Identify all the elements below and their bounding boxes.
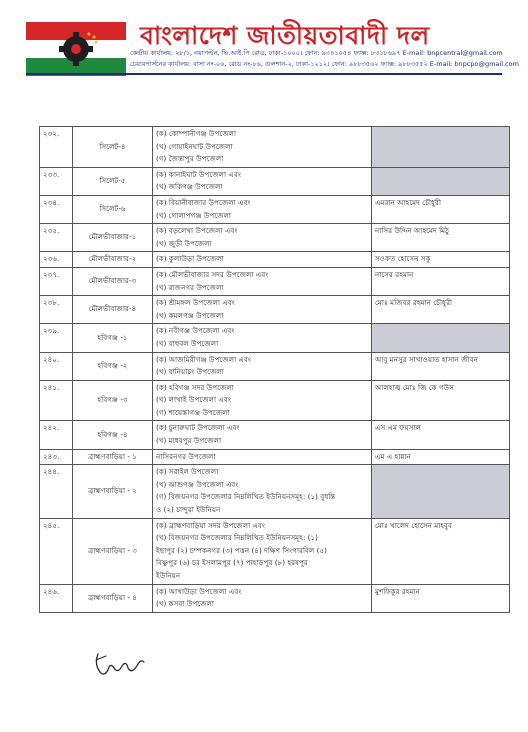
candidate-name: এমরান আহমেদ চৌধুরী	[372, 195, 510, 223]
header-divider	[26, 73, 502, 75]
chairperson-office-address: চেয়ারপার্সনের কার্যালয়: বাসা নং-০৬, রোড নং-৮৬, গুলশান-২, ঢাকা-১২১২। ফোন: ৯৮৮৩৫৬২ ফ্যাক্স: ৯৮৮৩৫৫২ E-mail: bnpcpo@gmail.com	[130, 60, 519, 68]
area-line: (ক) শ্রীমঙ্গল উপজেলা এবং	[156, 298, 235, 308]
table-row	[40, 584, 510, 612]
constituency-areas	[153, 421, 372, 449]
area-line: (ক) সরাইল উপজেলা	[156, 467, 219, 477]
constituency-name: ব্রাহ্মণবাড়িয়া - ২	[73, 465, 153, 518]
seat-number: ২৩২.	[40, 127, 73, 168]
constituency-areas	[153, 352, 372, 380]
constituency-name: ব্রাহ্মণবাড়িয়া - ১	[73, 449, 153, 465]
constituency-areas	[153, 465, 372, 518]
candidate-name: মুশফিকুর রহমান	[372, 584, 510, 612]
table-row	[40, 465, 510, 518]
area-line: (খ) বিজয়নগর উপজেলার নিম্নলিখিত ইউনিয়নসমূহ: (১)	[156, 533, 318, 543]
area-line: (খ) জুড়ী উপজেলা	[156, 238, 212, 248]
constituency-name: মৌলভীবাজার-১	[73, 224, 153, 252]
area-line: নাসিরনগর উপজেলা	[156, 451, 216, 461]
constituency-table	[39, 126, 510, 613]
table-row	[40, 296, 510, 324]
seat-number: ২৩৮.	[40, 296, 73, 324]
area-line: (খ) রাজনগর উপজেলা	[156, 282, 224, 292]
party-flag-logo	[26, 22, 126, 76]
candidate-name: মোঃ মজিবর রহমান চৌধুরী	[372, 296, 510, 324]
candidate-name	[372, 465, 510, 518]
area-line: (ক) বড়লেখা উপজেলা এবং	[156, 226, 238, 236]
organization-name: বাংলাদেশ জাতীয়তাবাদী দল	[140, 21, 430, 50]
constituency-name: মৌলভীবাজার-৩	[73, 267, 153, 295]
area-line: (খ) জকিগঞ্জ উপজেলা	[156, 182, 223, 192]
seat-number: ২৪২.	[40, 421, 73, 449]
seat-number: ২৩৬.	[40, 252, 73, 268]
constituency-name: মৌলভীবাজার-৪	[73, 296, 153, 324]
constituency-areas	[153, 518, 372, 584]
area-line: ইউনিয়ন	[156, 571, 181, 580]
constituency-name: হবিগঞ্জ -২	[73, 352, 153, 380]
area-line: (ক) চুনারুঘাট উপজেলা এবং	[156, 423, 240, 433]
area-line: (ক) আজমিরীগঞ্জ উপজেলা এবং	[156, 354, 252, 364]
area-line: (ক) কানাইঘাট উপজেলা এবং	[156, 169, 241, 179]
letterhead	[26, 14, 519, 72]
area-line: (ক) ব্রাহ্মণবাড়িয়া সদর উপজেলা এবং	[156, 520, 266, 530]
table-row	[40, 518, 510, 584]
handwritten-signature	[92, 650, 148, 680]
table-row	[40, 195, 510, 223]
area-line: (ক) কোম্পানীগঞ্জ উপজেলা	[156, 129, 237, 138]
area-line: (ক) মৌলভীবাজার সদর উপজেলা এবং	[156, 269, 269, 279]
table-row	[40, 252, 510, 268]
constituency-areas	[153, 324, 372, 352]
constituency-name: হবিগঞ্জ -৪	[73, 421, 153, 449]
table-row	[40, 224, 510, 252]
constituency-name: মৌলভীবাজার-২	[73, 252, 153, 268]
seat-number: ২৩৩.	[40, 167, 73, 195]
candidate-name	[372, 324, 510, 352]
candidate-name: নাসের রহমান	[372, 267, 510, 295]
area-line: (ক) কুলাউড়া উপজেলা	[156, 254, 224, 264]
seat-number: ২৪০.	[40, 352, 73, 380]
area-line: (খ) আশুগঞ্জ উপজেলা এবং	[156, 479, 239, 489]
table-row	[40, 449, 510, 465]
gear-emblem-icon	[26, 22, 126, 76]
constituency-areas	[153, 267, 372, 295]
constituency-name: ব্রাহ্মণবাড়িয়া - ৩	[73, 518, 153, 584]
area-line: (গ) জৈন্তাপুর উপজেলা	[156, 154, 224, 164]
candidate-name: সওকত হোসেন সকু	[372, 252, 510, 268]
constituency-areas	[153, 195, 372, 223]
seat-number: ২৪৩.	[40, 449, 73, 465]
constituency-areas	[153, 127, 372, 168]
constituency-name: ব্রাহ্মণবাড়িয়া - ৪	[73, 584, 153, 612]
candidate-name	[372, 127, 510, 168]
seat-number: ২৩৭.	[40, 267, 73, 295]
seat-number: ২৪১.	[40, 380, 73, 421]
area-line: (খ) বাহুবল উপজেলা	[156, 338, 219, 348]
candidate-name	[372, 167, 510, 195]
area-line: (খ) কমলগঞ্জ উপজেলা	[156, 310, 224, 320]
table-row	[40, 421, 510, 449]
area-line: (খ) কসবা উপজেলা	[156, 599, 214, 609]
candidate-name: নাসির উদ্দিন আহমেদ মিঠু	[372, 224, 510, 252]
constituency-name: সিলেট-৫	[73, 167, 153, 195]
area-line: ইছাপুর (২) চম্পকনগর (৩) পত্তন (৪) দক্ষিণ সিংগারবিল (৫)	[156, 545, 327, 555]
area-line: (গ) শায়েস্তাগঞ্জ উপজেলা	[156, 407, 230, 417]
area-line: (ক) হবিগঞ্জ সদর উপজেলা	[156, 382, 234, 392]
area-line: (খ) বানিয়াচং উপজেলা	[156, 367, 224, 377]
seat-number: ২৩৪.	[40, 195, 73, 223]
constituency-areas	[153, 584, 372, 612]
area-line: (ক) নবীগঞ্জ উপজেলা এবং	[156, 326, 235, 336]
constituency-name: হবিগঞ্জ -৩	[73, 380, 153, 421]
area-line: বিষ্ণুপুর (৬) চর ইসলামপুর (৭) পাহাড়পুর (৮) হরষপুর	[156, 558, 308, 568]
candidate-name: আবু মনসুর সাখাওয়াত হাসান জীবন	[372, 352, 510, 380]
table-row	[40, 167, 510, 195]
seat-number: ২৩৯.	[40, 324, 73, 352]
constituency-areas	[153, 296, 372, 324]
seat-number: ২৪৫.	[40, 518, 73, 584]
constituency-name: সিলেট-৬	[73, 195, 153, 223]
seat-number: ২৪৪.	[40, 465, 73, 518]
constituency-name: হবিগঞ্জ -১	[73, 324, 153, 352]
area-line: (খ) মাধবপুর উপজেলা	[156, 436, 222, 446]
constituency-areas	[153, 167, 372, 195]
constituency-areas	[153, 252, 372, 268]
area-line: (ক) বিয়ানীবাজার উপজেলা এবং	[156, 197, 251, 207]
seat-number: ২৩৫.	[40, 224, 73, 252]
table-row	[40, 380, 510, 421]
candidate-name: আলহাজ্ব মোঃ জি কে গউস	[372, 380, 510, 421]
constituency-name: সিলেট-৪	[73, 127, 153, 168]
candidate-name: মোঃ খালেদ হোসেন মাহবুব	[372, 518, 510, 584]
area-line: (গ) বিজয়নগর উপজেলার নিম্নলিখিত ইউনিয়নসমূহ: (১) বুধন্তি	[156, 492, 336, 502]
table-row	[40, 352, 510, 380]
table-row	[40, 324, 510, 352]
central-office-address: কেন্দ্রীয় কার্যালয়: ২৮/১, নয়াপল্টন, ভি.আই.পি রোড, ঢাকা-১০০০। ফোন: ৯৩৪১০৫৪ ফ্যাক্স: ৮৩১৮৬৯৭ E-mail: bnpcentral@gmail.com	[130, 49, 503, 57]
area-line: (খ) লাখাই উপজেলা এবং	[156, 395, 231, 405]
constituency-areas	[153, 380, 372, 421]
table-row	[40, 267, 510, 295]
area-line: ও (২) চান্দুরা ইউনিয়ন	[156, 505, 221, 515]
candidate-name: এম এ হান্নান	[372, 449, 510, 465]
area-line: (ক) আখাউড়া উপজেলা এবং	[156, 586, 242, 596]
area-line: (খ) গোলাপগঞ্জ উপজেলা	[156, 210, 232, 220]
area-line: (খ) গোয়াইনঘাট উপজেলা	[156, 141, 233, 151]
constituency-areas	[153, 224, 372, 252]
seat-number: ২৪৬.	[40, 584, 73, 612]
table-row	[40, 127, 510, 168]
constituency-areas	[153, 449, 372, 465]
candidate-name: এস এম ফয়সাল	[372, 421, 510, 449]
